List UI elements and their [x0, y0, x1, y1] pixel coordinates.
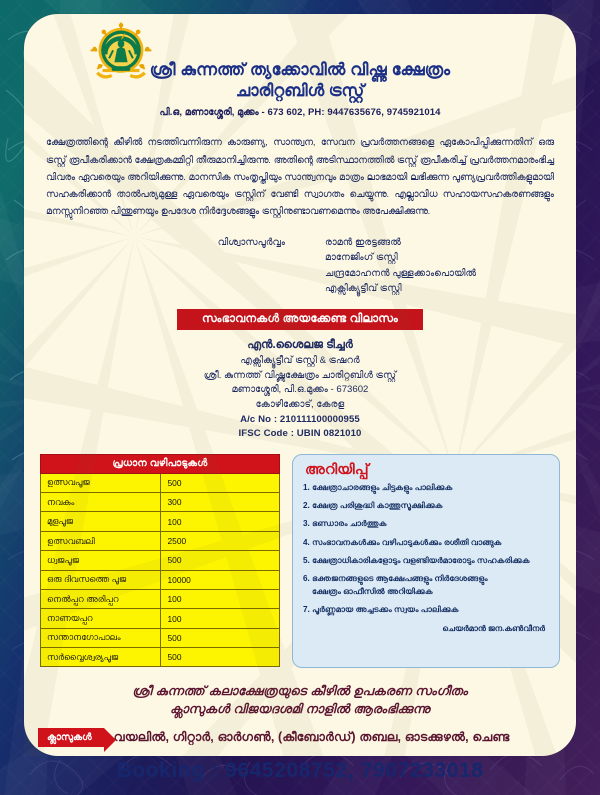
list-item: [303, 605, 549, 616]
notice-box: [292, 454, 560, 668]
offerings-table-wrap: [40, 454, 280, 668]
intro-paragraph: ക്ഷേത്രത്തിന്റെ കീഴിൽ നടത്തിവന്നിരുന്ന കാരുണ്യ, സാന്ത്വന, സേവന പ്രവർത്തനങ്ങളെ ഏകോപിപ്പിക്കുന്നതിന് ഒരു ട്രസ്റ്റ് രൂപീകരിക്കാൻ ക്ഷേത്രകമ്മിറ്റി തീരുമാനിച്ചിരുന്നു. അതിന്റെ അടിസ്ഥാനത്തിൽ ട്രസ്റ്റ് രൂപീകരിച്ച് പ്രവർത്തനമാരംഭിച്ച വിവരം ഏവരെയും അറിയിക്കുന്നു. മാനസിക സംതൃപ്തിയും സാന്ത്വനവും മാത്രം ലാഭമായി ലഭിക്കുന്ന പുണ്യപ്രവർത്തികളുമായി സഹകരിക്കാൻ താൽപര്യമുള്ള ഏവരെയും ട്രസ്റ്റിന് വേണ്ടി സ്വാഗതം ചെയ്യുന്നു. എല്ലാവിധ സഹായസഹകരണങ്ങളും മനസ്സുനിറഞ്ഞ പിന്തുണയും ഉപദേശ നിർദ്ദേശങ്ങളും ട്രസ്റ്റിനുണ്ടാവണമെന്നും അപേക്ഷിക്കുന്നു.: [46, 137, 554, 217]
notice-item-text: 4. സംഭാവനകൾക്കും വഴിപാടുകൾക്കും രശീതി വാങ്ങുക: [303, 537, 502, 547]
list-item: [303, 538, 549, 549]
signature-block: [50, 235, 550, 297]
notice-footer: ചെയർമാൻ ജന.കൺവീനർ: [442, 623, 545, 633]
offering-amount: 2500: [160, 531, 280, 550]
table-row: [41, 609, 280, 628]
offering-name: ധ്വജപൂജ: [41, 551, 161, 570]
classes-list: വയലിൽ, ഗിറ്റാർ, ഓർഗൺ, (കീബോർഡ്) തബല, ഓടക്കുഴൽ, ചെണ്ട: [113, 730, 510, 745]
donation-banner: സംഭാവനകൾ അയക്കേണ്ട വിലാസം: [177, 309, 423, 330]
offering-amount: 100: [160, 512, 280, 531]
offering-amount: 100: [160, 609, 280, 628]
offering-amount: 500: [160, 551, 280, 570]
offering-name: നെൽപ്പറ അരിപ്പറ: [41, 589, 161, 608]
table-row: [41, 512, 280, 531]
list-item: [303, 556, 549, 567]
offerings-header: പ്രധാന വഴിപാടുകൾ: [41, 454, 280, 473]
table-row: [41, 648, 280, 667]
signatory-1-role: മാനേജിംഗ് ട്രസ്റ്റി: [325, 252, 398, 264]
table-row: [41, 531, 280, 550]
donation-addr-1: മണാശ്ശേരി, പി.ഒ.മുക്കം - 673602: [231, 384, 369, 396]
music-announcement: [42, 682, 558, 720]
offering-amount: 300: [160, 493, 280, 512]
offering-amount: 100: [160, 589, 280, 608]
signature-names: [291, 235, 550, 297]
offering-amount: 500: [160, 628, 280, 647]
offering-amount: 500: [160, 473, 280, 492]
classes-badge: ക്ലാസുകൾ: [38, 728, 104, 747]
donation-contact-name: എൻ.ശൈലജ ടീച്ചർ: [247, 338, 353, 351]
header: [24, 14, 576, 122]
offering-name: ഒരു ദിവസത്തെ പൂജ: [41, 570, 161, 589]
music-line-2: ക്ലാസുകൾ വിജയദശമി നാളിൽ ആരംഭിക്കുന്നു: [170, 702, 430, 717]
notice-item-text: 6. ഭക്തജനങ്ങളുടെ ആക്ഷേപങ്ങളും നിർദേശങ്ങളും: [303, 574, 488, 584]
page-title: ശ്രീ കുന്നത്ത് ത്യക്കോവിൽ വിഷ്ണു ക്ഷേത്രം: [149, 61, 451, 79]
table-row: [41, 551, 280, 570]
signatory-1-name: രാമൻ ഇരട്ടങ്ങൽ: [325, 236, 401, 248]
header-address: പി.ഒ, മണാശ്ശേരി, മുക്കം - 673 602, PH: 9447635676, 9745921014: [159, 107, 441, 119]
table-row: [41, 628, 280, 647]
offering-name: മുളപൂജ: [41, 512, 161, 531]
notice-item-text: 2. ക്ഷേത്ര പരിശുദ്ധി കാത്തുസൂക്ഷിക്കുക: [303, 501, 443, 511]
page-subtitle: ചാരിറ്റബിൾ ട്രസ്റ്റ്: [235, 82, 365, 101]
bank-ifsc-code: IFSC Code : UBIN 0821010: [238, 428, 362, 440]
notice-item-text: 7. പൂർണ്ണമായ അച്ചടക്കം സ്വയം പാലിക്കുക: [303, 605, 459, 615]
signature-salutation: വിശ്വാസപൂർവ്വം: [217, 236, 285, 248]
table-row: [41, 473, 280, 492]
offering-name: സന്താനഗോപാലം: [41, 628, 161, 647]
music-line-1: ശ്രീ കുന്നത്ത് കലാക്ഷേത്രയുടെ കീഴിൽ ഉപകരണ സംഗീതം: [132, 683, 468, 698]
offerings-table: [40, 454, 280, 668]
offerings-body: [41, 473, 280, 667]
notice-item-text: 3. ഭണ്ഡാരം ചാർത്തുക: [303, 519, 387, 529]
notice-title: അറിയിപ്പ്: [305, 461, 369, 478]
list-item: [303, 483, 549, 494]
offering-name: ഉത്സവപൂജ: [41, 473, 161, 492]
offerings-header-row: [41, 454, 280, 473]
donation-addr-2: കോഴിക്കോട്, കേരള: [255, 398, 345, 410]
table-row: [41, 570, 280, 589]
notice-item-6-sub: ക്ഷേത്രം ഓഫീസിൽ അറിയിക്കുക: [312, 587, 433, 597]
temple-emblem-icon: [88, 20, 154, 86]
list-item: [303, 501, 549, 512]
donation-org: ശ്രീ. കുന്നത്ത് വിഷ്ണുക്ഷേത്രം ചാരിറ്റബിൾ ട്രസ്റ്റ്: [203, 369, 397, 381]
classes-row: [38, 728, 562, 747]
offering-name: നാണയപ്പറ: [41, 609, 161, 628]
content-columns: [40, 454, 560, 668]
notice-item-text: 5. ക്ഷേത്രാധികാരികളോടും വളണ്ടിയർമാരോടും സഹകരിക്കുക: [303, 556, 530, 565]
offering-amount: 500: [160, 648, 280, 667]
notice-item-text: 1. ക്ഷേത്രാചാരങ്ങളും ചിട്ടകളും പാലിക്കുക: [303, 482, 453, 492]
bank-account-number: A/c No : 210111100000955: [240, 413, 360, 425]
notice-list: [303, 483, 549, 617]
list-item: [303, 574, 549, 598]
donation-address: [24, 337, 576, 442]
list-item: [303, 519, 549, 530]
offering-name: നവകം: [41, 493, 161, 512]
signatory-2-name: ചന്ദ്രമോഹനൻ പുള്ളക്കാംപൊയിൽ: [325, 267, 477, 279]
signatory-2-role: എക്സിക്യൂട്ടീവ് ട്രസ്റ്റി: [325, 283, 402, 295]
table-row: [41, 589, 280, 608]
table-row: [41, 493, 280, 512]
offering-name: ഉത്സവബലി: [41, 531, 161, 550]
offering-name: സർവ്വൈശ്വര്യപൂജ: [41, 648, 161, 667]
booking-numbers: Booking : 9645208752, 7907233018: [116, 759, 484, 783]
donation-contact-role: എക്സിക്യൂട്ടീവ് ട്രസ്റ്റി & ട്രഷറർ: [240, 355, 360, 367]
poster-card: [24, 14, 576, 783]
offering-amount: 10000: [160, 570, 280, 589]
